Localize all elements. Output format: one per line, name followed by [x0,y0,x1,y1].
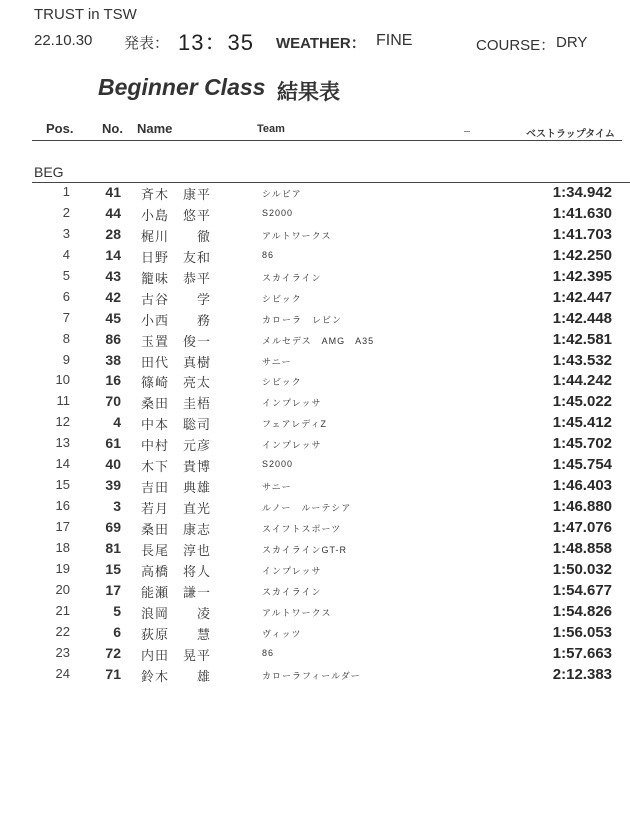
driver-name: 小西 務 [141,312,212,328]
header-tick-mark [464,128,470,132]
result-row [0,538,630,559]
driver-name: 玉置 俊一 [141,333,212,349]
result-row [0,496,630,517]
driver-name: 斉木 康平 [141,187,212,202]
driver-name: 籠味 恭平 [141,270,212,286]
driver-name: 梶川 徹 [141,228,212,244]
car-number: 28 [105,225,121,242]
best-lap-time: 1:45.412 [552,414,612,432]
result-row [0,517,630,538]
driver-name: 荻原 慧 [141,626,212,642]
car-number: 14 [105,246,121,263]
car-number: 41 [105,184,121,200]
result-row [0,287,630,308]
class-title: Beginner Class [98,74,266,100]
result-position: 3 [62,225,70,241]
best-lap-time: 1:46.403 [552,477,612,495]
car-model: スカイライン [262,272,322,283]
car-number: 16 [105,372,121,389]
car-number: 17 [105,581,121,598]
best-lap-time: 1:34.942 [552,184,612,201]
car-number: 72 [105,644,121,661]
car-number: 3 [113,498,121,515]
car-number: 6 [113,623,121,640]
best-lap-time: 1:45.702 [552,435,612,453]
best-lap-time: 2:12.383 [552,665,612,683]
car-model: シビック [262,377,302,388]
column-header-no: No. [102,121,123,136]
driver-name: 桑田 康志 [141,522,212,537]
result-position: 5 [62,267,70,283]
car-model: インプレッサ [262,565,322,576]
best-lap-time: 1:42.447 [552,288,612,306]
driver-name: 若月 直光 [141,501,212,517]
result-position: 20 [55,581,70,597]
result-position: 15 [55,477,70,493]
driver-name: 小島 悠平 [141,207,212,223]
column-header-name: Name [137,121,173,136]
group-label: BEG [34,164,64,180]
course-value: DRY [556,34,588,51]
car-model: カローラ レビン [262,314,343,325]
driver-name: 鈴木 雄 [141,668,212,684]
car-model: メルセデス AMG A35 [262,335,375,346]
best-lap-time: 1:54.826 [552,602,612,620]
result-row [0,182,630,203]
driver-name: 内田 晃平 [141,647,212,663]
result-position: 19 [55,560,70,576]
header-divider [32,140,622,141]
result-row [0,433,630,454]
driver-name: 高橋 将人 [141,563,212,579]
best-lap-time: 1:41.703 [552,225,612,243]
results-table [0,182,630,685]
weather-label: WEATHER： [276,35,366,52]
issue-time: 13：35 [178,30,254,55]
result-position: 17 [55,519,70,534]
car-model: シルビア [262,189,302,199]
result-position: 11 [56,393,70,409]
car-model: スカイラインGT-R [262,544,347,555]
result-position: 7 [62,309,70,325]
car-model: 86 [262,647,275,658]
best-lap-time: 1:41.630 [552,204,612,222]
car-model: カローラフィールダー [262,670,361,681]
car-model: サニー [262,356,292,367]
best-lap-time: 1:42.250 [552,246,612,264]
car-number: 86 [105,330,121,347]
best-lap-time: 1:45.022 [552,393,612,411]
driver-name: 能瀬 謙一 [141,584,212,600]
car-model: インプレッサ [262,398,322,409]
best-lap-time: 1:42.581 [552,330,612,348]
car-number: 44 [105,204,121,221]
class-title-suffix: 結果表 [277,81,340,104]
best-lap-time: 1:48.858 [552,539,612,557]
best-lap-time: 1:56.053 [552,623,612,641]
result-row [0,245,630,266]
car-number: 81 [105,539,121,556]
result-row [0,475,630,496]
driver-name: 古谷 学 [141,291,212,307]
car-model: ルノー ルーテシア [262,503,352,514]
result-row [0,412,630,433]
driver-name: 田代 真樹 [141,354,212,370]
car-number: 38 [105,351,121,368]
driver-name: 日野 友和 [141,249,212,265]
best-lap-time: 1:42.448 [552,309,612,327]
car-number: 45 [105,309,121,326]
result-row [0,329,630,350]
car-number: 70 [105,393,121,410]
result-row [0,203,630,224]
result-position: 6 [62,288,70,304]
result-position: 9 [62,351,70,367]
result-position: 8 [62,330,70,346]
result-position: 18 [55,539,70,555]
result-position: 10 [55,372,70,388]
car-model: シビック [262,293,302,304]
car-number: 61 [105,435,121,452]
result-position: 24 [55,665,70,681]
best-lap-time: 1:47.076 [552,519,612,536]
result-position: 2 [62,204,70,220]
driver-name: 中村 元彦 [141,438,212,454]
car-model: アルトワークス [262,607,332,618]
result-position: 14 [55,456,70,472]
course-label: COURSE： [476,37,556,54]
car-model: サニー [262,482,292,493]
result-position: 12 [55,414,70,430]
column-header-best-lap: ベストラップタイム [526,129,615,140]
car-model: アルトワークス [262,230,332,241]
car-number: 71 [105,665,121,682]
event-title: TRUST in TSW [34,6,137,23]
result-position: 1 [62,184,70,199]
car-model: 86 [262,249,275,260]
result-row [0,643,630,664]
result-row [0,559,630,580]
car-number: 43 [105,267,121,284]
issue-time-label: 発表： [124,35,170,52]
result-position: 16 [55,498,70,514]
column-header-team: Team [257,123,285,135]
car-number: 39 [105,477,121,494]
car-model: ヴィッツ [262,628,302,639]
best-lap-time: 1:50.032 [552,560,612,578]
result-row [0,266,630,287]
result-row [0,224,630,245]
best-lap-time: 1:46.880 [552,498,612,516]
result-row [0,391,630,412]
best-lap-time: 1:44.242 [552,372,612,390]
car-number: 40 [105,456,121,473]
result-position: 23 [55,644,70,660]
column-header-pos: Pos. [46,121,74,136]
car-number: 15 [105,560,121,577]
best-lap-time: 1:42.395 [552,267,612,285]
car-model: スイフトスポーツ [262,524,342,534]
best-lap-time: 1:57.663 [552,644,612,662]
result-position: 22 [55,623,70,639]
result-row [0,664,630,685]
result-position: 13 [55,435,70,451]
best-lap-time: 1:45.754 [552,456,612,474]
driver-name: 木下 貴博 [141,459,212,475]
result-row [0,454,630,475]
driver-name: 篠崎 亮太 [141,375,212,391]
car-model: インプレッサ [262,440,322,451]
driver-name: 桑田 圭梧 [141,396,212,412]
car-model: フェアレディZ [262,419,327,430]
result-row [0,622,630,643]
car-model: S2000 [262,459,294,470]
car-number: 42 [105,288,121,305]
result-row [0,308,630,329]
event-date: 22.10.30 [34,32,93,49]
driver-name: 長尾 淳也 [141,542,212,558]
driver-name: 吉田 典雄 [141,480,212,496]
car-number: 4 [113,414,121,431]
car-number: 5 [113,602,121,619]
result-row [0,350,630,371]
result-position: 21 [55,602,70,618]
car-model: S2000 [262,207,294,218]
weather-value: FINE [376,32,413,49]
best-lap-time: 1:43.532 [552,351,612,369]
result-row [0,580,630,601]
driver-name: 中本 聡司 [141,417,212,433]
result-row [0,601,630,622]
best-lap-time: 1:54.677 [552,581,612,599]
result-row [0,370,630,391]
car-model: スカイライン [262,586,322,597]
car-number: 69 [105,519,121,535]
result-position: 4 [62,246,70,262]
driver-name: 浪岡 凌 [141,605,212,621]
